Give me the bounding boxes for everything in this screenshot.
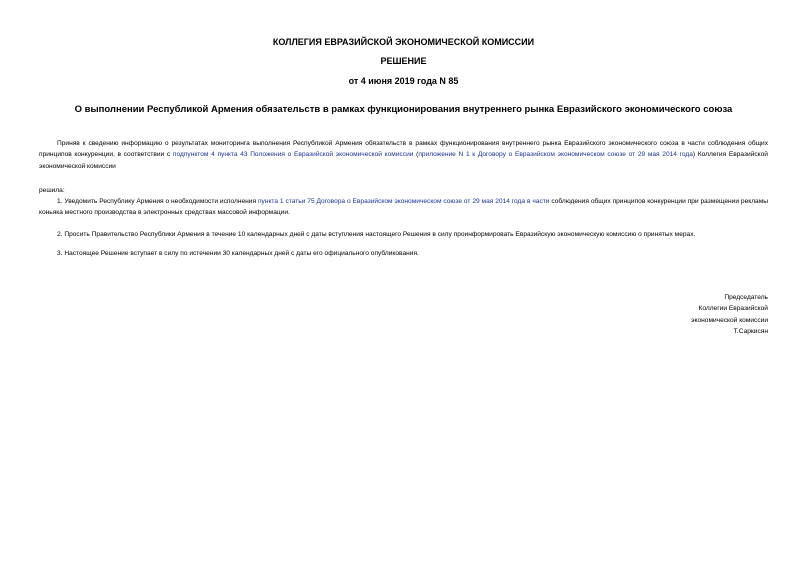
organization-heading: КОЛЛЕГИЯ ЕВРАЗИЙСКОЙ ЭКОНОМИЧЕСКОЙ КОМИССИИ [272, 37, 535, 47]
item-2-paragraph: 2. Просить Правительство Республики Армения в течение 10 календарных дней с даты вступления настоящего Решения в силу проинформировать Евразийскую экономическую комиссию о принятых мерах. [57, 231, 696, 238]
item-1-link-treaty-article[interactable]: пункта 1 статьи 75 Договора о Евразийском экономическом союзе от 29 мая 2014 года в части [257, 198, 550, 205]
preamble-link-treaty-annex[interactable]: приложение N 1 к Договору о Евразийском экономическом союзе от 29 мая 2014 года [418, 151, 693, 159]
preamble-link-regulation[interactable]: подпунктом 4 пункта 43 Положения о Евразийской экономической комиссии [172, 151, 414, 159]
item-3-paragraph: 3. Настоящее Решение вступает в силу по истечении 30 календарных дней с даты его официального опубликования. [57, 250, 419, 257]
signature-line-1: Председатель [724, 294, 768, 301]
item-1-text-2: соблюдения общих принципов конкуренции при размещении рекламы коньяка местного производства в электронных средствах массовой информации. [39, 198, 768, 217]
document-title: О выполнении Республикой Армения обязательств в рамках функционирования внутреннего рынка Евразийского экономического союза [74, 104, 733, 115]
item-1-paragraph [39, 196, 768, 219]
preamble-paragraph [39, 138, 768, 172]
resolved-label: решила: [39, 187, 65, 194]
item-1-text-1: 1. Уведомить Республику Армения о необходимости исполнения [57, 198, 258, 205]
signature-line-3: экономической комиссии [691, 316, 768, 324]
preamble-text-2: ( [413, 151, 419, 159]
preamble-text-3: ) Коллегия Евразийской экономической комиссии [39, 151, 768, 170]
signature-name: Т.Саркисян [733, 328, 768, 336]
date-number-heading: от 4 июня 2019 года N 85 [348, 76, 459, 86]
signature-line-2: Коллегии Евразийской [698, 305, 768, 313]
preamble-text-1: Приняв к сведению информацию о результатах мониторинга выполнения Республикой Армения обязательств в рамках функционирования внутреннего рынка Евразийского экономического союза в части соблюдения общих принципов конкуренции, в соответствии с [39, 140, 768, 159]
signature-block [560, 292, 768, 338]
document-type-heading: РЕШЕНИЕ [380, 56, 427, 66]
